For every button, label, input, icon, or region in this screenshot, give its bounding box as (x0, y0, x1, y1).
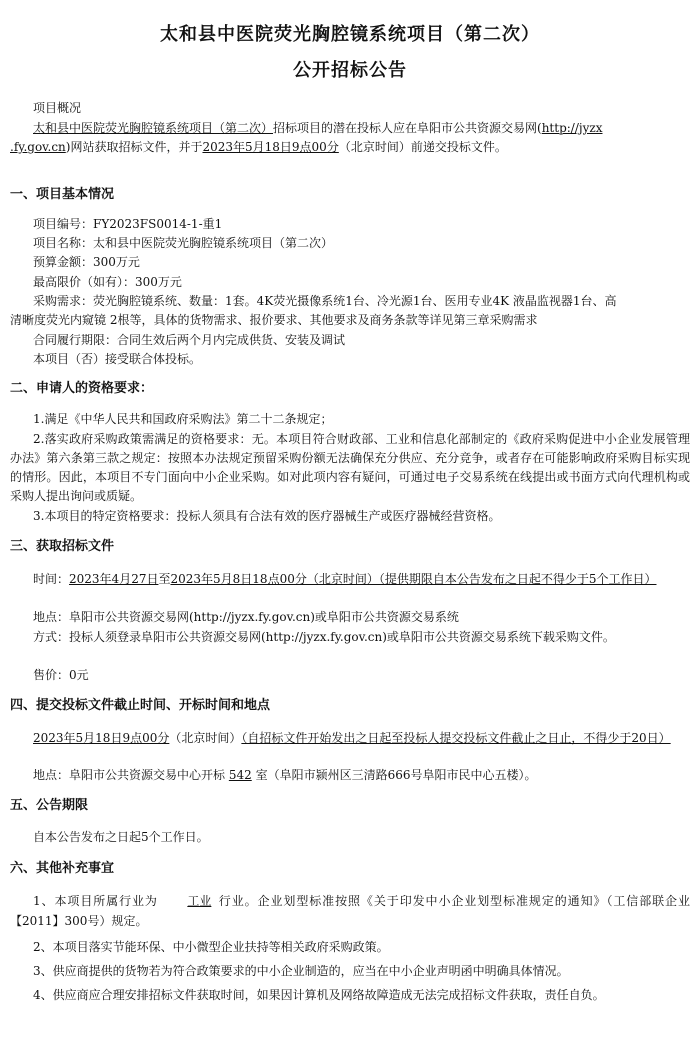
section-1-heading: 一、项目基本情况 (10, 187, 115, 202)
obtain-end: 2023年5月8日18点00分（北京时间）（提供期限自本公告发布之日起不得少于5个工作日） (170, 572, 657, 586)
section-3-heading: 三、获取招标文件 (10, 539, 115, 554)
document-price: 售价：0元 (33, 668, 89, 682)
budget-amount: 预算金额：300万元 (33, 255, 140, 269)
submission-deadline: 2023年5月18日9点00分（北京时间）（自招标文件开始发出之日起至投标人提交投标文件截止之日止，不得少于20日） (33, 731, 671, 745)
contract-period: 合同履行期限：合同生效后两个月内完成供货、安装及调试 (33, 333, 346, 347)
overview-project-name: 太和县中医院荧光胸腔镜系统项目（第二次） (33, 121, 274, 135)
overview-deadline: 2023年5月18日9点00分 (202, 140, 339, 154)
doc-subtitle: 公开招标公告 (293, 60, 407, 81)
consortium-note: 本项目（否）接受联合体投标。 (33, 352, 202, 366)
supplement-1: 1、本项目所属行业为 工业 行业。企业划型标准按照《关于印发中小企业划型标准规定的通知》（工信部联企业【2011】300号）规定。 (10, 891, 690, 931)
section-6-heading: 六、其他补充事宜 (10, 861, 115, 876)
overview-link-part1[interactable]: http://jyzx (541, 121, 603, 135)
submission-note: （自招标文件开始发出之日起至投标人提交投标文件截止之日止，不得少于20日） (241, 731, 671, 745)
supplement-4: 4、供应商应合理安排招标文件获取时间，如果因计算机及网络故障造成无法完成招标文件获取，责任自负。 (33, 988, 605, 1002)
project-name: 项目名称：太和县中医院荧光胸腔镜系统项目（第二次） (33, 236, 334, 250)
section-2-heading: 二、申请人的资格要求： (10, 381, 154, 396)
overview-heading: 项目概况 (33, 101, 82, 115)
section-4-heading: 四、提交投标文件截止时间、开标时间和地点 (10, 698, 271, 713)
obtain-place: 地点：阜阳市公共资源交易网(http://jyzx.fy.gov.cn)或阜阳市公共资源交易系统 (33, 610, 459, 624)
bid-room: 542 (228, 768, 252, 782)
overview-link-part2[interactable]: .fy.gov.cn (10, 140, 66, 154)
obtain-time: 时间：2023年4月27日至2023年5月8日18点00分（北京时间）（提供期限自本公告发布之日起不得少于5个工作日） (33, 572, 657, 586)
notice-period: 自本公告发布之日起5个工作日。 (33, 830, 209, 844)
max-price: 最高限价（如有）：300万元 (33, 275, 182, 289)
qualification-1: 1.满足《中华人民共和国政府采购法》第二十二条规定； (33, 412, 333, 426)
bid-opening-place: 地点：阜阳市公共资源交易中心开标 542 室（阜阳市颍州区三清路666号阜阳市民中心五楼）。 (33, 768, 537, 782)
supplement-3: 3、供应商提供的货物若为符合政策要求的中小企业制造的，应当在中小企业声明函中明确具体情况。 (33, 964, 569, 978)
industry-value: 工业 (187, 894, 212, 908)
supplement-2: 2、本项目落实节能环保、中小微型企业扶持等相关政府采购政策。 (33, 940, 389, 954)
overview-paragraph-line1: 太和县中医院荧光胸腔镜系统项目（第二次）招标项目的潜在投标人应在阜阳市公共资源交易网(http://jyzx (33, 121, 603, 135)
submission-date: 2023年5月18日9点00分 (33, 731, 170, 745)
obtain-method: 方式：投标人须登录阜阳市公共资源交易网(http://jyzx.fy.gov.cn)或阜阳市公共资源交易系统下载采购文件。 (33, 630, 615, 644)
doc-title: 太和县中医院荧光胸腔镜系统项目（第二次） (160, 24, 540, 45)
requirement-line1: 采购需求：荧光胸腔镜系统、数量：1套。4K荧光摄像系统1台、冷光源1台、医用专业4K 液晶监视器1台、高 (33, 294, 617, 308)
overview-paragraph-line2: .fy.gov.cn)网站获取招标文件，并于2023年5月18日9点00分（北京时间）前递交投标文件。 (10, 140, 507, 154)
section-5-heading: 五、公告期限 (10, 798, 89, 813)
requirement-line2: 清晰度荧光内窥镜 2根等，具体的货物需求、报价要求、其他要求及商务条款等详见第三章采购需求 (10, 313, 538, 327)
project-number: 项目编号：FY2023FS0014-1-重1 (33, 217, 223, 231)
qualification-2: 2.落实政府采购政策需满足的资格要求：无。本项目符合财政部、工业和信息化部制定的《政府采购促进中小企业发展管理办法》第六条第三款之规定：按照本办法规定预留采购份额无法确保充分供应、充分竞争，或者存在可能影响政府采购目标实现的情形。因此，本项目不专门面向中小企业采购。如对此项内容有疑问，可通过电子交易系统在线提出或书面方式向代理机构或采购人提出询问或质疑。 (10, 432, 690, 503)
qualification-3: 3.本项目的特定资格要求：投标人须具有合法有效的医疗器械生产或医疗器械经营资格。 (33, 509, 501, 523)
obtain-start: 2023年4月27日 (69, 572, 159, 586)
